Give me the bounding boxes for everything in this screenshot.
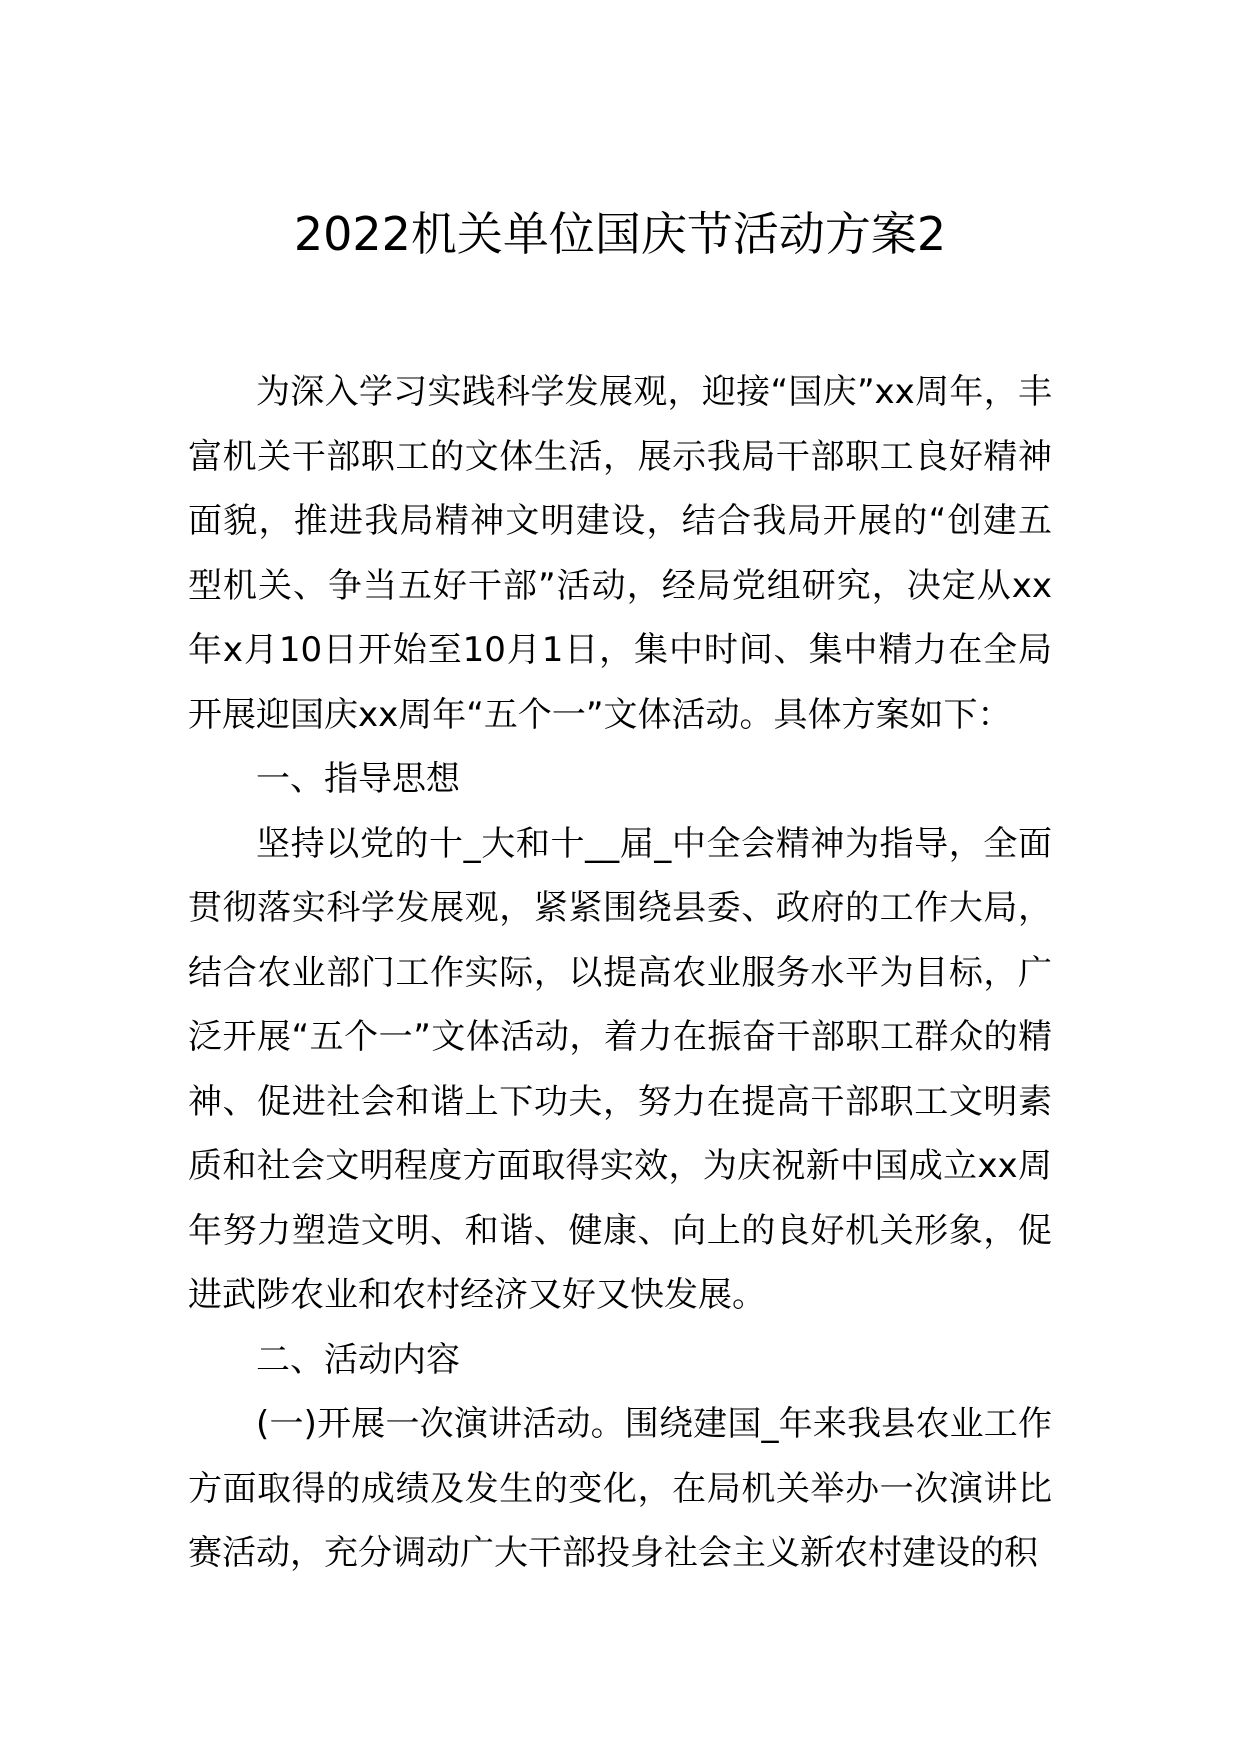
document-title: 2022机关单位国庆节活动方案2 [293,207,947,261]
paragraph-intro: 为深入学习实践科学发展观，迎接“国庆”xx周年，丰富机关干部职工的文体生活，展示我局干部职工良好精神面貌，推进我局精神文明建设，结合我局开展的“创建五型机关、争当五好干部”活动，经局党组研究，决定从xx年x月10日开始至10月1日，集中时间、集中精力在全局开展迎国庆xx周年“五个一”文体活动。具体方案如下： [188,372,1052,735]
paragraph-guiding-ideology: 坚持以党的十_大和十__届_中全会精神为指导，全面贯彻落实科学发展观，紧紧围绕县委、政府的工作大局，结合农业部门工作实际，以提高农业服务水平为目标，广泛开展“五个一”文体活动，着力在振奋干部职工群众的精神、促进社会和谐上下功夫，努力在提高干部职工文明素质和社会文明程度方面取得实效，为庆祝新中国成立xx周年努力塑造文明、和谐、健康、向上的良好机关形象，促进武陟农业和农村经济又好又快发展。 [188,823,1052,1315]
section-heading-activity-content: 二、活动内容 [256,1339,460,1380]
document-body [188,360,1052,1586]
paragraph-speech-activity: (一)开展一次演讲活动。围绕建国_年来我县农业工作方面取得的成绩及发生的变化，在局机关举办一次演讲比赛活动，充分调动广大干部投身社会主义新农村建设的积 [188,1404,1052,1573]
section-heading-guiding-ideology: 一、指导思想 [256,759,460,799]
